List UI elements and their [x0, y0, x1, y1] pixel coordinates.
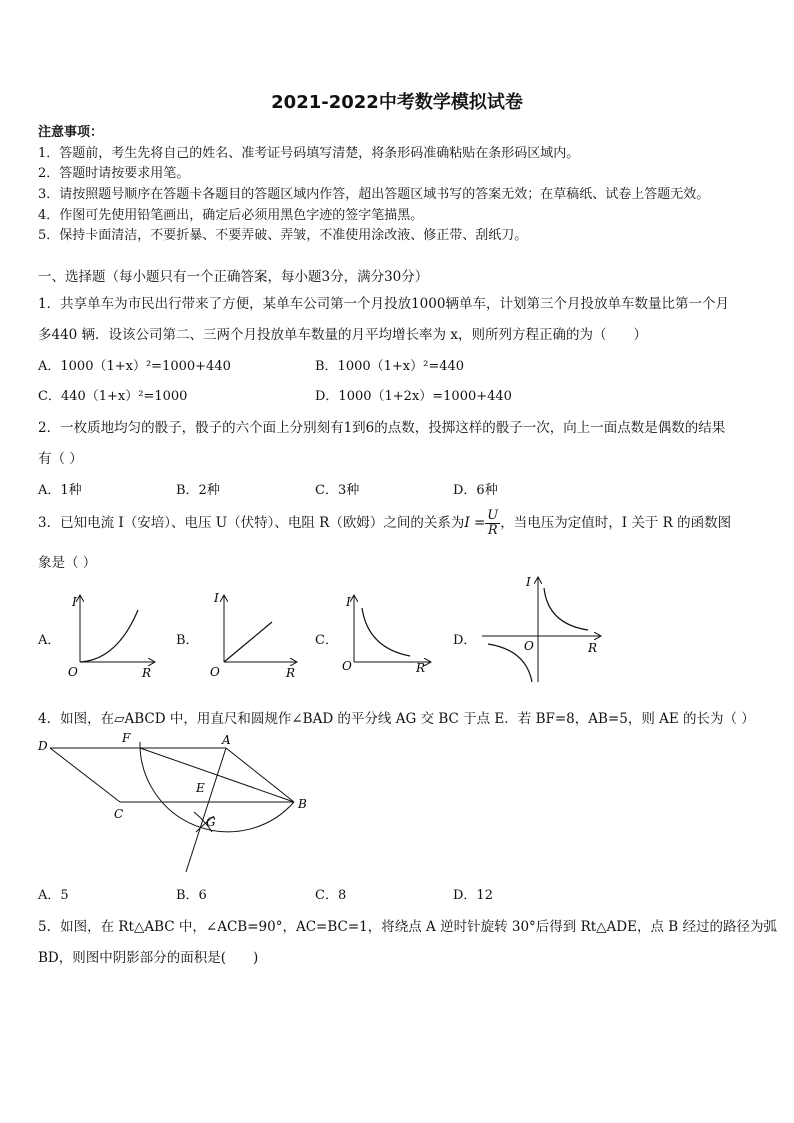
segment-dc	[50, 748, 120, 802]
q2-option-c[interactable]: C．3种	[315, 483, 360, 498]
note-item: 3．请按照题号顺序在答题卡各题目的答题区域内作答，超出答题区域书写的答案无效；在草稿纸、试卷上答题无效。	[38, 187, 710, 202]
function-curve	[80, 610, 138, 662]
q2-stem-line1: 2．一枚质地均匀的骰子，骰子的六个面上分别刻有1到6的点数，投掷这样的骰子一次，向上一面点数是偶数的结果	[38, 420, 726, 436]
point-label-a: A	[222, 733, 231, 747]
q3-formula-denominator: R	[487, 523, 498, 538]
q2-stem-line2: 有（ ）	[38, 451, 83, 467]
q1-option-d[interactable]: D．1000（1+2x）=1000+440	[315, 389, 512, 404]
q3-graph-a	[62, 590, 162, 682]
page-title: 2021-2022中考数学模拟试卷	[271, 92, 523, 113]
note-item: 1．答题前，考生先将自己的姓名、准考证号码填写清楚，将条形码准确粘贴在条形码区域内。	[38, 146, 580, 161]
q2-option-d[interactable]: D．6种	[453, 483, 498, 498]
q3-graph-b	[200, 590, 300, 682]
q4-figure	[36, 728, 326, 876]
q1-option-b[interactable]: B．1000（1+x）²=440	[315, 359, 465, 374]
q4-stem-line1: 4．如图，在▱ABCD 中，用直尺和圆规作∠BAD 的平分线 AG 交 BC 于点 E．若 BF=8，AB=5，则 AE 的长为（ ）	[38, 711, 755, 727]
q5-stem-line1: 5．如图，在 Rt△ABC 中，∠ACB=90°，AC=BC=1，将绕点 A 逆时针旋转 30°后得到 Rt△ADE，点 B 经过的路径为弧	[38, 919, 777, 935]
q1-stem-line2: 多440 辆．设该公司第二、三两个月投放单车数量的月平均增长率为 x，则所列方程正确的为（ ）	[38, 327, 647, 343]
compass-arc	[140, 742, 294, 832]
x-axis-label: R	[416, 661, 426, 675]
q2-option-a[interactable]: A．1种	[38, 483, 82, 498]
origin-label: O	[524, 639, 534, 653]
q3-stem-line2: 象是（ ）	[38, 555, 97, 571]
section-heading: 一、选择题（每小题只有一个正确答案，每小题3分，满分30分）	[38, 269, 429, 285]
q3-stem-post: ，当电压为定值时，I 关于 R 的函数图	[500, 515, 732, 531]
point-label-d: D	[38, 739, 48, 753]
note-item: 4．作图可先使用铅笔画出，确定后必须用黑色字迹的签字笔描黑。	[38, 208, 424, 223]
y-axis-label: I	[346, 595, 351, 609]
q3-formula-fraction	[485, 509, 500, 538]
q3-option-a[interactable]: A．	[38, 633, 61, 648]
q3-stem-pre: 3．已知电流 I（安培）、电压 U（伏特）、电阻 R（欧姆）之间的关系为	[38, 515, 465, 531]
q5-stem-line2: BD，则图中阴影部分的面积是( )	[38, 950, 259, 966]
x-axis-label: R	[286, 666, 296, 680]
q1-stem-line1: 1．共享单车为市民出行带来了方便，某单车公司第一个月投放1000辆单车，计划第三个月投放单车数量比第一个月	[38, 296, 729, 312]
origin-label: O	[342, 659, 352, 673]
q2-option-b[interactable]: B．2种	[176, 483, 220, 498]
q4-option-a[interactable]: A．5	[38, 888, 69, 903]
q3-option-d[interactable]: D．	[453, 633, 477, 648]
q3-option-b[interactable]: B．	[176, 633, 199, 648]
q1-option-a[interactable]: A．1000（1+x）²=1000+440	[38, 359, 231, 374]
q3-option-c[interactable]: C．	[315, 633, 338, 648]
q1-option-c[interactable]: C．440（1+x）²=1000	[38, 389, 188, 404]
origin-label: O	[68, 665, 78, 679]
q4-option-c[interactable]: C．8	[315, 888, 347, 903]
function-line	[224, 622, 272, 662]
y-axis-label: I	[72, 595, 77, 609]
q3-formula-numerator: U	[487, 508, 499, 523]
function-branch-upper	[544, 588, 588, 630]
x-axis-label: R	[142, 666, 152, 680]
point-label-b: B	[298, 797, 307, 811]
point-label-g: G	[206, 815, 216, 829]
point-label-e: E	[196, 781, 205, 795]
x-axis-label: R	[588, 641, 598, 655]
y-axis-label: I	[214, 591, 219, 605]
point-label-c: C	[114, 807, 124, 821]
q3-stem-line1	[38, 506, 731, 540]
q4-option-d[interactable]: D．12	[453, 888, 493, 903]
q3-formula-lhs: I =	[464, 515, 486, 531]
note-item: 2．答题时请按要求用笔。	[38, 166, 190, 181]
notes-heading: 注意事项：	[38, 125, 104, 140]
q3-graph-d	[478, 574, 608, 688]
origin-label: O	[210, 665, 220, 679]
note-item: 5．保持卡面清洁，不要折暴、不要弄破、弄皱，不准使用涂改液、修正带、刮纸刀。	[38, 228, 528, 243]
segment-ab	[226, 748, 294, 802]
q3-graph-c	[338, 590, 438, 682]
q4-option-b[interactable]: B．6	[176, 888, 207, 903]
function-curve	[362, 608, 410, 656]
point-label-f: F	[122, 731, 131, 745]
y-axis-label: I	[526, 575, 531, 589]
